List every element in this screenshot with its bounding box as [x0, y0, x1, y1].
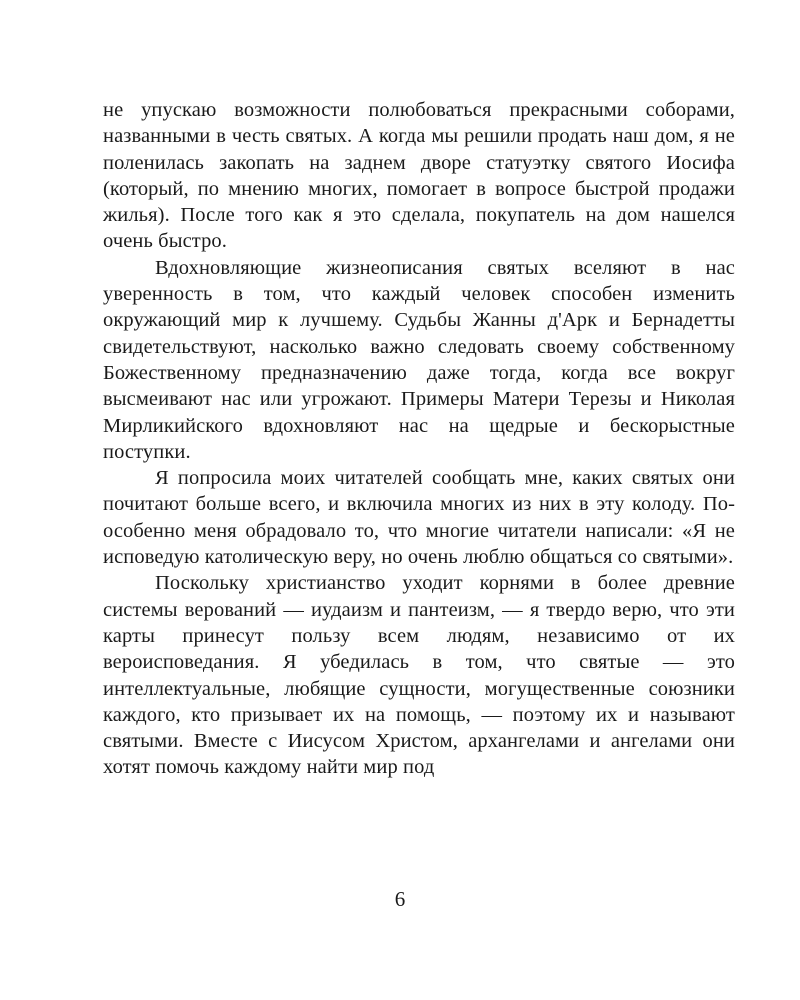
paragraph-readers-requests: Я попросила моих читателей сообщать мне, каких святых они почитают больше всего, и включила многих из них в эту колоду. По-особенно меня обрадовало то, что многие читатели написали: «Я не исповедую католическую веру, но очень люблю общаться со святыми».	[103, 467, 735, 569]
paragraph-continuation: не упускаю возможности полюбоваться прекрасными соборами, названными в честь святых. А когда мы решили продать наш дом, я не поленилась закопать на заднем дворе статуэтку святого Иосифа (который, по мнению многих, помогает в вопросе быстрой продажи жилья). После того как я это сделала, покупатель на дом нашелся очень быстро.	[103, 99, 735, 253]
page-number: 6	[394, 887, 406, 911]
paragraph-christianity-roots: Поскольку христианство уходит корнями в более древние системы верований — иудаизм и пантеизм, — я твердо верю, что эти карты принесут пользу всем людям, независимо от их вероисповедания. Я убедилась в том, что святые — это интеллектуальные, любящие сущности, могущественные союзники каждого, кто призывает их на помощь, — поэтому их и называют святыми. Вместе с Иисусом Христом, архангелами и ангелами они хотят помочь каждому найти мир под	[103, 572, 735, 779]
body-text	[103, 97, 735, 781]
paragraph-saints-biographies: Вдохновляющие жизнеописания святых вселяют в нас уверенность в том, что каждый человек способен изменить окружающий мир к лучшему. Судьбы Жанны д'Арк и Бернадетты свидетельствуют, насколько важно следовать своему собственному Божественному предназначению даже тогда, когда все вокруг высмеивают нас или угрожают. Примеры Матери Терезы и Николая Мирликийского вдохновляют нас на щедрые и бескорыстные поступки.	[103, 256, 735, 463]
